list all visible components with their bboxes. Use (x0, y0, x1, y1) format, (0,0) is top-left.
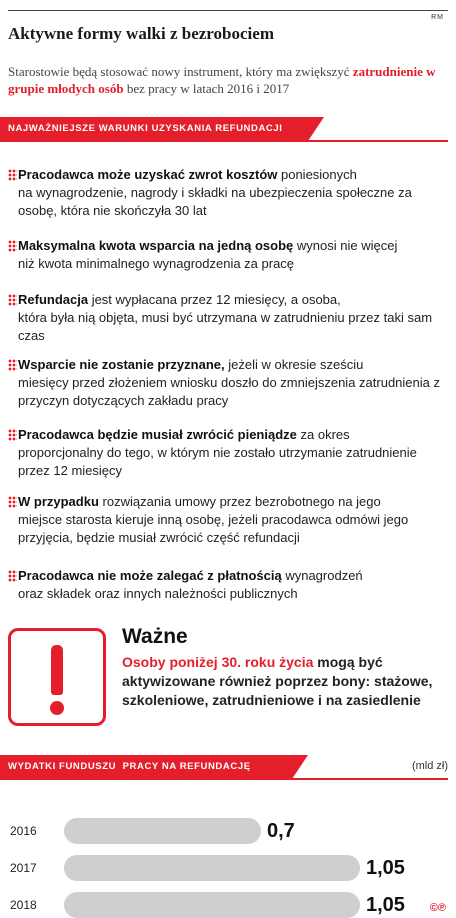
condition-text: za okres (296, 427, 350, 442)
author-credit: RM (431, 14, 444, 21)
condition-bold: Maksymalna kwota wsparcia na jedną osobę (18, 238, 294, 253)
chart-banner: WYDATKI FUNDUSZU PRACY NA REFUNDACJĘ (0, 755, 292, 779)
condition-bold: Pracodawca nie może zalegać z płatnością (18, 568, 282, 583)
condition-continuation: na wynagrodzenie, nagrody i składki na ubezpieczenia społeczne za osobę, która nie skończyła 30 lat (18, 185, 412, 218)
condition-continuation: miesięcy przed złożeniem wniosku doszło do zmniejszenia zatrudnienia z przyczyn dotyczących zakładu pracy (18, 375, 440, 408)
lead-paragraph (8, 63, 448, 97)
important-body: mogą być aktywizowane również poprzez bony: stażowe, szkoleniowe, zatrudnieniowe i na zasiedlenie (122, 654, 433, 708)
grid-bullet-icon (8, 496, 17, 508)
important-text (122, 653, 442, 710)
condition-text: jeżeli w okresie sześciu (224, 357, 364, 372)
condition-text: jest wypłacana przez 12 miesięcy, a osoba, (88, 292, 341, 307)
warning-icon (8, 628, 106, 726)
important-highlight: Osoby poniżej 30. roku życia (122, 654, 314, 670)
chart-value-label: 1,05 (366, 857, 405, 879)
grid-bullet-icon (8, 294, 17, 306)
condition-continuation: która była nią objęta, musi być utrzymana w zatrudnieniu przez taki sam czas (18, 310, 433, 343)
chart-bar (64, 818, 261, 844)
grid-bullet-icon (8, 359, 17, 371)
condition-item (8, 426, 448, 480)
grid-bullet-icon (8, 169, 17, 181)
chart-bar (64, 855, 360, 881)
condition-text: poniesionych (277, 167, 357, 182)
condition-item (8, 493, 448, 547)
condition-item (8, 237, 448, 273)
chart-year-label: 2018 (10, 898, 37, 912)
condition-item (8, 166, 448, 220)
condition-continuation: miejsce starosta kieruje inną osobę, jeżeli pracodawca odmówi jego przyjęcia, będzie musiał zwrócić część refundacji (18, 512, 409, 545)
condition-continuation: proporcjonalny do tego, w którym nie zostało utrzymanie zatrudnienie przez 12 miesięcy (18, 445, 417, 478)
chart-value-label: 0,7 (267, 820, 295, 842)
exclamation-dot (50, 701, 64, 715)
grid-bullet-icon (8, 570, 17, 582)
condition-item (8, 291, 448, 345)
condition-bold: Pracodawca może uzyskać zwrot kosztów (18, 167, 278, 182)
grid-bullet-icon (8, 429, 17, 441)
condition-item (8, 567, 448, 603)
conditions-banner-rule (0, 140, 448, 142)
important-heading: Ważne (122, 625, 188, 648)
condition-bold: Pracodawca będzie musiał zwrócić pieniądze (18, 427, 297, 442)
chart-bar (64, 892, 360, 918)
condition-continuation: niż kwota minimalnego wynagrodzenia za pracę (18, 256, 295, 271)
condition-text: wynosi nie więcej (293, 238, 398, 253)
chart-year-label: 2017 (10, 861, 37, 875)
page-title: Aktywne formy walki z bezrobociem (8, 24, 274, 43)
condition-text: rozwiązania umowy przez bezrobotnego na jego (98, 494, 381, 509)
chart-banner-rule (0, 778, 448, 780)
chart-year-label: 2016 (10, 824, 37, 838)
conditions-banner: NAJWAŻNIEJSZE WARUNKI UZYSKANIA REFUNDACJI (0, 117, 308, 141)
chart-unit: (mld zł) (411, 760, 448, 772)
lead-text-end: bez pracy w latach 2016 i 2017 (123, 81, 290, 96)
condition-bold: Refundacja (18, 292, 89, 307)
condition-text: wynagrodzeń (281, 568, 363, 583)
lead-text-start: Starostowie będą stosować nowy instrument, który ma zwiększyć (8, 64, 353, 79)
exclamation-bar (51, 645, 63, 695)
publisher-logo: ©℗ (429, 902, 446, 914)
condition-bold: W przypadku (18, 494, 99, 509)
top-rule (8, 10, 448, 11)
lead-highlight: zatrudnienie w grupie młodych osób (8, 64, 436, 96)
grid-bullet-icon (8, 240, 17, 252)
condition-continuation: oraz składek oraz innych należności publicznych (18, 586, 298, 601)
condition-item (8, 356, 448, 410)
chart-value-label: 1,05 (366, 894, 405, 916)
condition-bold: Wsparcie nie zostanie przyznane, (18, 357, 225, 372)
